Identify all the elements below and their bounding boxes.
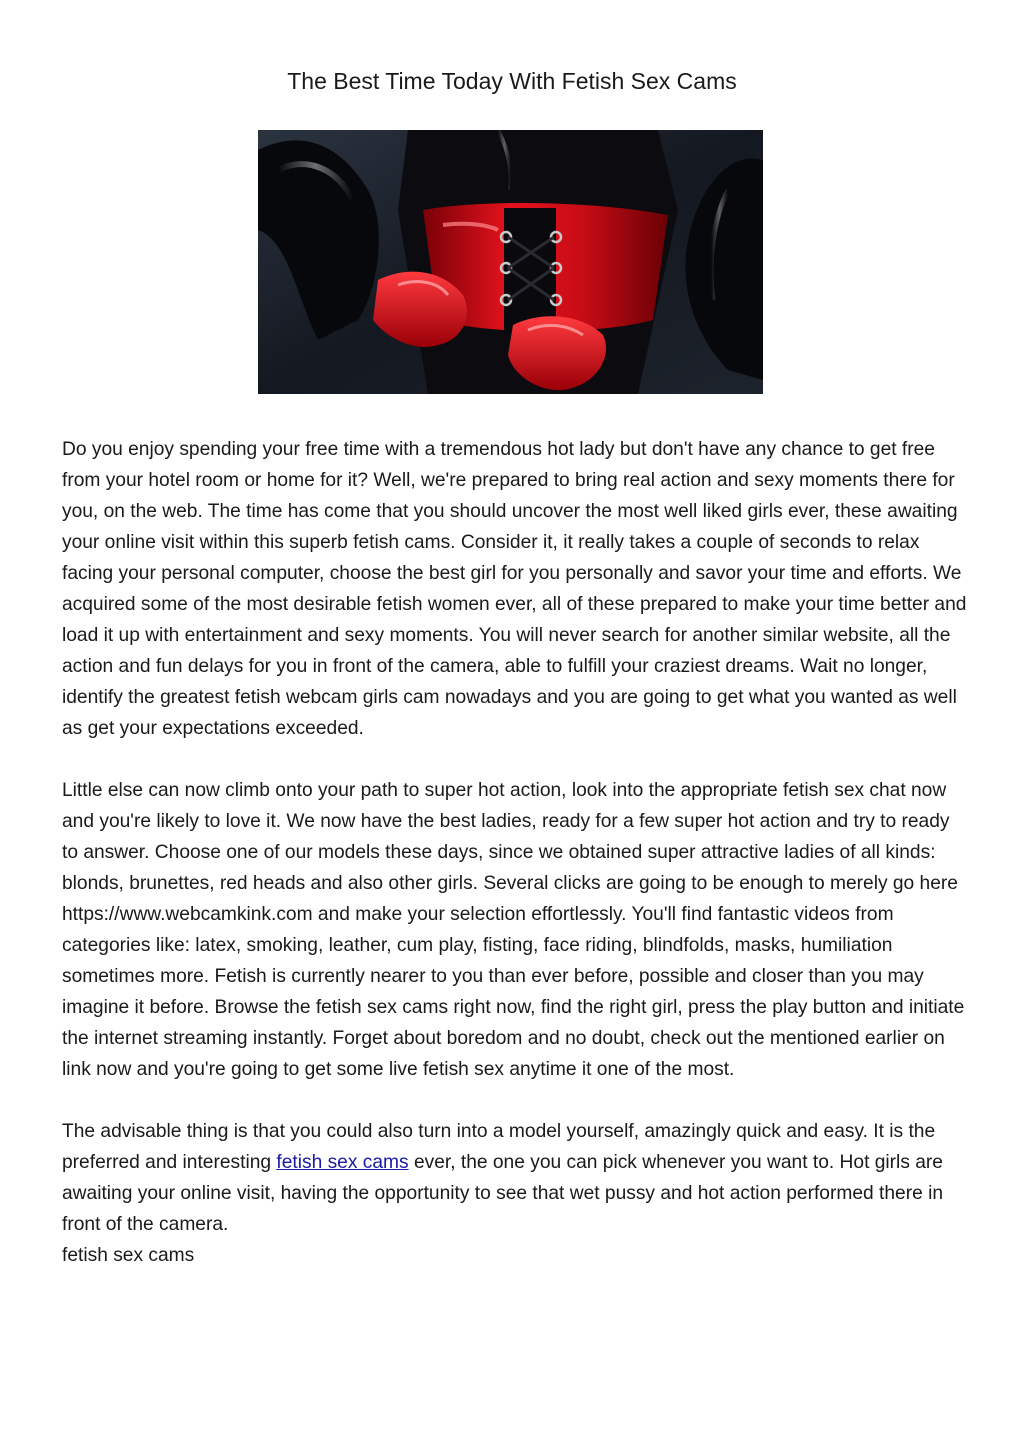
footer-keyword: fetish sex cams: [62, 1245, 195, 1266]
page-title: The Best Time Today With Fetish Sex Cams: [287, 68, 737, 94]
paragraph-2: Little else can now climb onto your path to super hot action, look into the appropriate fetish sex chat now and you're likely to love it. We now have the best ladies, ready for a few super hot action and try to ready to answer. Choose one of our models these days, since we obtained super attractive ladies of all kinds: blonds, brunettes, red heads and also other girls. Several clicks are going to be enough to merely go here https://www.webcamkink.com and make your selection effortlessly. You'll find fantastic videos from categories like: latex, smoking, leather, cum play, fisting, face riding, blindfolds, masks, humiliation sometimes more. Fetish is currently nearer to you than ever before, possible and closer than you may imagine it before. Browse the fetish sex cams right now, find the right girl, press the play button and initiate the internet streaming instantly. Forget about boredom and no doubt, check out the mentioned earlier on link now and you're going to get some live fetish sex anytime it one of the most.: [62, 780, 965, 1080]
paragraph-3-text-end: ever, the one you can pick whenever you want to. Hot girls are awaiting your online visit, having the opportunity to see that wet pussy and hot action performed there in front of the camera.: [62, 1152, 944, 1235]
paragraph-3-text-start: The advisable thing is that you could also turn into a model yourself, amazingly quick and easy. It is the preferred and interesting: [62, 1121, 936, 1173]
article-body: [62, 434, 967, 1271]
hero-image: [258, 130, 763, 394]
latex-corset-photo-icon: [258, 130, 763, 394]
paragraph-3: [62, 1116, 967, 1240]
paragraph-1: Do you enjoy spending your free time with a tremendous hot lady but don't have any chance to get free from your hotel room or home for it? Well, we're prepared to bring real action and sexy moments there for you, on the web. The time has come that you should uncover the most well liked girls ever, these awaiting your online visit within this superb fetish cams. Consider it, it really takes a couple of seconds to relax facing your personal computer, choose the best girl for you personally and savor your time and efforts. We acquired some of the most desirable fetish women ever, all of these prepared to make your time better and load it up with entertainment and sexy moments. You will never search for another similar website, all the action and fun delays for you in front of the camera, able to fulfill your craziest dreams. Wait no longer, identify the greatest fetish webcam girls cam nowadays and you are going to get what you wanted as well as get your expectations exceeded.: [62, 439, 967, 739]
fetish-sex-cams-link[interactable]: fetish sex cams: [276, 1152, 409, 1173]
